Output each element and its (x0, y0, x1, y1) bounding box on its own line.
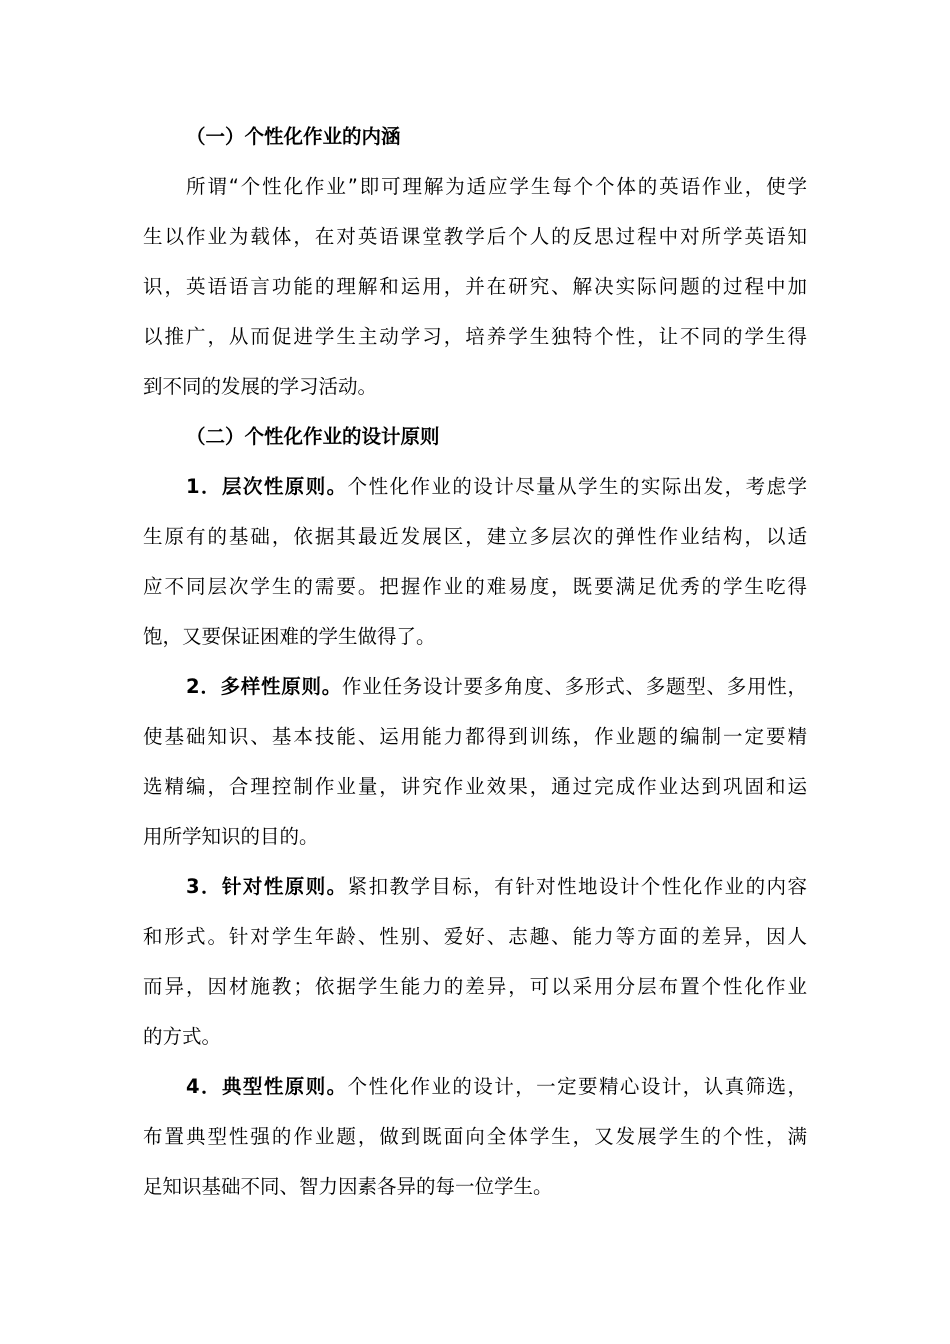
principle-3-first-line (143, 862, 807, 912)
section-1-line: 生以作业为载体，在对英语课堂教学后个人的反思过程中对所学英语知 (143, 225, 807, 248)
principle-4-text: 个性化作业的设计，一定要精心设计，认真筛选， (347, 1075, 807, 1098)
principle-2-first-line (143, 662, 807, 712)
principle-2-title: 2．多样性原则。 (186, 675, 343, 698)
principle-1-first-line (143, 462, 807, 512)
section-2-heading: （二）个性化作业的设计原则 (186, 425, 440, 448)
principle-3-text: 紧扣教学目标，有针对性地设计个性化作业的内容 (347, 875, 807, 898)
section-1-line: 到不同的发展的学习活动。 (143, 375, 378, 398)
principle-1-line: 生原有的基础，依据其最近发展区，建立多层次的弹性作业结构，以适 (143, 525, 807, 548)
section-1-line: 识，英语语言功能的理解和运用，并在研究、解决实际问题的过程中加 (143, 275, 807, 298)
principle-3-line: 而异，因材施教；依据学生能力的差异，可以采用分层布置个性化作业 (143, 975, 807, 998)
principle-1-text: 个性化作业的设计尽量从学生的实际出发，考虑学 (347, 475, 807, 498)
section-1-line: 以推广，从而促进学生主动学习，培养学生独特个性，让不同的学生得 (143, 325, 807, 348)
principle-1-line: 应不同层次学生的需要。把握作业的难易度，既要满足优秀的学生吃得 (143, 575, 807, 598)
principle-1-line: 饱，又要保证困难的学生做得了。 (143, 625, 436, 648)
principle-2-line: 用所学知识的目的。 (143, 825, 319, 848)
section-1-heading: （一）个性化作业的内涵 (186, 125, 401, 148)
principle-2-text: 作业任务设计要多角度、多形式、多题型、多用性， (342, 675, 807, 698)
section-1-line: 所谓“个性化作业”即可理解为适应学生每个个体的英语作业，使学 (186, 175, 807, 198)
principle-4-first-line (143, 1062, 807, 1112)
principle-4-line: 布置典型性强的作业题，做到既面向全体学生，又发展学生的个性，满 (143, 1125, 807, 1148)
principle-3-line: 和形式。针对学生年龄、性别、爱好、志趣、能力等方面的差异，因人 (143, 925, 807, 948)
principle-2-line: 使基础知识、基本技能、运用能力都得到训练，作业题的编制一定要精 (143, 725, 807, 748)
principle-2-line: 选精编，合理控制作业量，讲究作业效果，通过完成作业达到巩固和运 (143, 775, 807, 798)
principle-4-line: 足知识基础不同、智力因素各异的每一位学生。 (143, 1175, 553, 1198)
principle-4-title: 4．典型性原则。 (186, 1075, 348, 1098)
principle-3-title: 3．针对性原则。 (186, 875, 348, 898)
principle-1-title: 1．层次性原则。 (186, 475, 348, 498)
principle-3-line: 的方式。 (143, 1025, 222, 1048)
